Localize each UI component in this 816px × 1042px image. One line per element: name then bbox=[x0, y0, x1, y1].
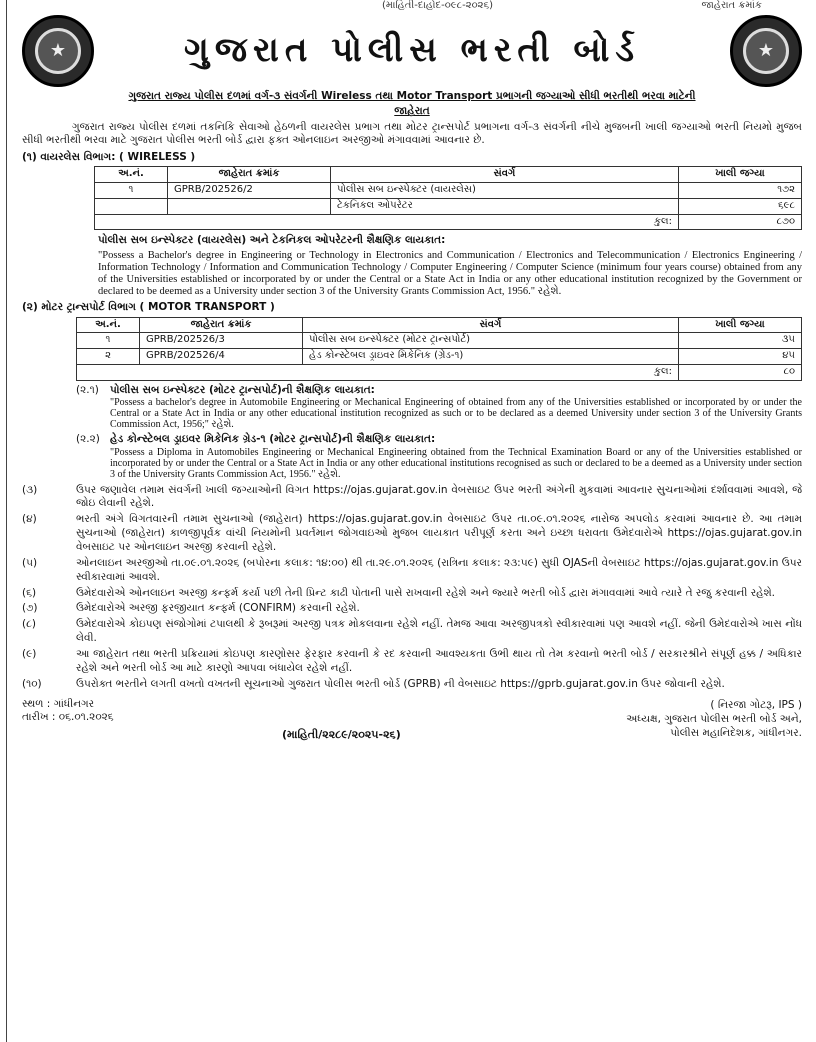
subsection-qualification-text: "Possess a bachelor's degree in Automobile Engineering or Mechanical Engineering of obtained from any of the Universities established or incorporated by or under the Central or a State Act in India or any other educational institution recognized as such or to be declared as a deemed University under section 3 of the University Grants Commission Act, 1956;" રહેશે. bbox=[110, 397, 802, 431]
cell-advt: GPRB/202526/4 bbox=[140, 349, 303, 365]
wireless-qualification-text: "Possess a Bachelor's degree in Engineering or Technology in Electronics and Communication / Electronics and Telecommunication / Electronics Engineering / Information Technology / Information and Communication Technology / Computer Engineering / Computer Science (minimum four years course) obtained from any of the Universities established or incorporated by or under the Central or a State Act in India or any other educational institution recognized by the Government or declared to be deemed as a University under section 3 of the University Grants Commission Act, 1956." રહેશે. bbox=[98, 249, 802, 297]
top-strip-right: જાહેરાત ક્રમાંક bbox=[701, 0, 762, 11]
list-item bbox=[22, 513, 802, 555]
table-row bbox=[77, 349, 802, 365]
subsection-qualification-text: "Possess a Diploma in Automobiles Engineering or Mechanical Engineering obtained from the Technical Examination Board or any of the Universities established or incorporated by or under the Central or a State Act in India or any other educational institutions recognised as such or declared to be a deemed as a University under section 3 of the University Grants Commission Act, 1956." રહેશે. bbox=[110, 446, 802, 480]
cell-sr bbox=[95, 198, 168, 214]
star-icon: ★ bbox=[743, 28, 789, 74]
item-text: ભરતી અંગે વિગતવારની તમામ સુચનાઓ (જાહેરાત) https://ojas.gujarat.gov.in વેબસાઇટ ઉપર તા.૦૯.૦૧.૨૦૨૬ નારોજ અપલોડ કરવામાં આવનાર છે. આ તમામ સુચનાઓ (જાહેરાત) કાળજીપૂર્વક વાંચી નિયમોની પ્રવર્તમાન જોગવાઇઓ મુજબ લાયકાત પરીપૂર્ણ કરતા અને ઇચ્છા ધરાવતા ઉમેદવારોએ https://ojas.gujarat.gov.in વેબસાઇટ પર ઓનલાઇન અરજી કરવાની રહેશે. bbox=[76, 513, 802, 553]
subtitle: ગુજરાત રાજ્ય પોલીસ દળમાં વર્ગ-૩ સંવર્ગની Wireless તથા Motor Transport પ્રભાગની જગ્યાઓ સીધી ભરતીથી ભરવા માટેની bbox=[128, 90, 696, 102]
item-text: ઓનલાઇન અરજીઓ તા.૦૯.૦૧.૨૦૨૬ (બપોરના કલાક: ૧૪:૦૦) થી તા.૨૯.૦૧.૨૦૨૬ (રાત્રિના કલાક: ૨૩:૫૯) સુધી OJASની વેબસાઇટ https://ojas.gujarat.gov.in ઉપર સ્વીકારવામાં આવશે. bbox=[76, 556, 802, 583]
cell-vacancy: ૪૫ bbox=[679, 349, 802, 365]
total-value: ૮૦ bbox=[679, 364, 802, 380]
header bbox=[22, 16, 802, 86]
section-motor-transport-heading: (૨) મોટર ટ્રાન્સપોર્ટ વિભાગ ( MOTOR TRANSPORT ) bbox=[22, 301, 275, 314]
reference-number: (માહિતી/૨૨૮૯/૨૦૨૫-૨૬) bbox=[282, 727, 401, 741]
designation-line-2: પોલીસ મહાનિદેશક, ગાંધીનગર. bbox=[670, 726, 802, 739]
notice-heading: જાહેરાત bbox=[394, 105, 430, 118]
list-item bbox=[22, 602, 802, 616]
item-text: ઉમેદવારોએ અરજી ફરજીયાત કન્ફર્મ (CONFIRM) કરવાની રહેશે. bbox=[76, 602, 360, 615]
list-item bbox=[22, 557, 802, 585]
cell-vacancy: ૬૯૮ bbox=[679, 198, 802, 214]
left-margin-line bbox=[6, 0, 7, 1042]
cell-advt: GPRB/202526/3 bbox=[140, 333, 303, 349]
table-header-row bbox=[95, 167, 802, 183]
list-item bbox=[22, 484, 802, 512]
table-row bbox=[95, 198, 802, 214]
intro-paragraph: ગુજરાત રાજ્ય પોલીસ દળમાં તકનિકિ સેવાઓ હેઠળની વાયરલેસ પ્રભાગ તથા મોટર ટ્રાન્સપોર્ટ પ્રભાગના વર્ગ-૩ સંવર્ગની નીચે મુજબની ખાલી જગ્યાઓ ભરતી નિયમો મુજબ સીધી ભરતીથી ભરવા માટે ગુજરાત પોલીસ ભરતી બોર્ડ દ્વારા ફક્ત ઓનલાઇન અરજીઓ મંગાવવામાં આવનાર છે. bbox=[22, 120, 802, 147]
police-emblem-left bbox=[22, 15, 94, 87]
star-icon: ★ bbox=[35, 28, 81, 74]
subsection-number: (૨.૨) bbox=[76, 433, 100, 446]
board-title: ગુજરાત પોલીસ ભરતી બોર્ડ bbox=[184, 30, 640, 71]
total-label: કુલ: bbox=[95, 214, 679, 230]
date: તારીખ : ૦૬.૦૧.૨૦૨૬ bbox=[22, 711, 114, 724]
total-value: ૮૭૦ bbox=[679, 214, 802, 230]
item-number: (૮) bbox=[22, 618, 36, 631]
subsection-number: (૨.૧) bbox=[76, 383, 99, 396]
subsection-heading: હેડ કોન્સ્ટેબલ ડ્રાઇવર મિકેનિક ગ્રેડ-૧ (મોટર ટ્રાન્સપોર્ટ)ની શૈક્ષણિક લાયકાત: bbox=[110, 433, 436, 446]
wireless-qualification-heading: પોલીસ સબ ઇન્સ્પેક્ટર (વાયરલેસ) અને ટેકનિકલ ઓપરેટરની શૈક્ષણિક લાયકાત: bbox=[98, 234, 446, 247]
designation-line-1: અધ્યક્ષ, ગુજરાત પોલીસ ભરતી બોર્ડ અને, bbox=[626, 712, 802, 725]
place: સ્થળ : ગાંધીનગર bbox=[22, 697, 95, 710]
cell-sr: ૧ bbox=[77, 333, 140, 349]
col-cadre: સંવર્ગ bbox=[331, 167, 679, 183]
list-item bbox=[22, 678, 802, 692]
footer bbox=[22, 698, 802, 741]
col-sr-no: અ.નં. bbox=[95, 167, 168, 183]
col-advt-no: જાહેરાત ક્રમાંક bbox=[168, 167, 331, 183]
item-text: ઉપર જણાવેલ તમામ સંવર્ગની ખાલી જગ્યાઓની વિગત https://ojas.gujarat.gov.in વેબસાઇટ ઉપર ભરતી અંગેની મુકવામાં આવનાર સુચનાઓમાં દર્શાવવામાં આવશે, જે જોઇ લેવાની રહેશે. bbox=[76, 483, 802, 510]
list-item bbox=[22, 648, 802, 676]
cell-sr: ૧ bbox=[95, 182, 168, 198]
col-vacancies: ખાલી જગ્યા bbox=[679, 317, 802, 333]
item-number: (૯) bbox=[22, 648, 37, 661]
list-item bbox=[22, 587, 802, 601]
item-number: (૩) bbox=[22, 483, 38, 496]
place-date-block bbox=[22, 698, 114, 741]
table-row bbox=[95, 182, 802, 198]
cell-cadre: હેડ કોન્સ્ટેબલ ડ્રાઇવર મિકેનિક (ગ્રેડ-૧) bbox=[303, 349, 679, 365]
total-label: કુલ: bbox=[77, 364, 679, 380]
cell-advt: GPRB/202526/2 bbox=[168, 182, 331, 198]
col-sr-no: અ.નં. bbox=[77, 317, 140, 333]
col-advt-no: જાહેરાત ક્રમાંક bbox=[140, 317, 303, 333]
item-number: (૧૦) bbox=[22, 677, 42, 690]
item-number: (૫) bbox=[22, 556, 38, 569]
item-text: આ જાહેરાત તથા ભરતી પ્રક્રિયામાં કોઇપણ કારણોસર ફેરફાર કરવાની કે રદ કરવાની આવશ્યકતા ઉભી થાય તો તેમ કરવાનો ભરતી બોર્ડ / સરકારશ્રીને સંપૂર્ણ હક્ક / અધિકાર રહેશે અને ભરતી બોર્ડ આ માટે કારણો આપવા બંધાયેલ રહેશે નહીં. bbox=[76, 648, 802, 674]
cell-advt bbox=[168, 198, 331, 214]
cell-cadre: ટેકનિકલ ઓપરેટર bbox=[331, 198, 679, 214]
item-text: ઉમેદવારોએ કોઇપણ સંજોગોમાં ટપાલથી કે રૂબરૂમાં અરજી પત્રક મોકલવાના રહેશે નહીં. તેમજ આવા અરજીપત્રકો સ્વીકારવામાં પણ આવશે નહીં. જેની ઉમેદવારોએ ખાસ નોંધ લેવી. bbox=[76, 618, 802, 645]
wireless-table bbox=[94, 166, 802, 230]
item-number: (૬) bbox=[22, 586, 37, 599]
signature-block bbox=[626, 698, 802, 741]
police-emblem-right bbox=[730, 15, 802, 87]
item-text: ઉપરોક્ત ભરતીને લગતી વખતો વખતની સૂચનાઓ ગુજરાત પોલીસ ભરતી બોર્ડ (GPRB) ની વેબસાઇટ https://gprb.gujarat.gov.in ઉપર જોવાની રહેશે. bbox=[76, 677, 725, 690]
item-text: ઉમેદવારોએ ઓનલાઇન અરજી કન્ફર્મ કર્યા પછી તેની પ્રિન્ટ કાઢી પોતાની પાસે રાખવાની રહેશે અને જ્યારે ભરતી બોર્ડ દ્વારા મંગાવવામાં આવે ત્યારે તે રજુ કરવાની રહેશે. bbox=[76, 586, 776, 599]
subsection-heading: પોલીસ સબ ઇન્સ્પેક્ટર (મોટર ટ્રાન્સપોર્ટ)ની શૈક્ષણિક લાયકાત: bbox=[110, 383, 375, 396]
subsection-2-1 bbox=[76, 384, 802, 430]
cell-sr: ૨ bbox=[77, 349, 140, 365]
table-total-row bbox=[95, 214, 802, 230]
table-header-row bbox=[77, 317, 802, 333]
cell-vacancy: ૧૭૨ bbox=[679, 182, 802, 198]
table-row bbox=[77, 333, 802, 349]
section-wireless-heading: (૧) વાયરલેસ વિભાગ: ( WIRELESS ) bbox=[22, 150, 196, 163]
top-strip-left: (માહિતી-દાહોદ-૦૯૮-૨૦૨૬) bbox=[382, 0, 494, 11]
instructions-list bbox=[22, 484, 802, 692]
col-vacancies: ખાલી જગ્યા bbox=[679, 167, 802, 183]
col-cadre: સંવર્ગ bbox=[303, 317, 679, 333]
subsection-2-2 bbox=[76, 433, 802, 479]
motor-transport-table bbox=[76, 317, 802, 381]
cell-cadre: પોલીસ સબ ઇન્સ્પેક્ટર (મોટર ટ્રાન્સપોર્ટ) bbox=[303, 333, 679, 349]
item-number: (૪) bbox=[22, 513, 37, 526]
item-number: (૭) bbox=[22, 602, 38, 615]
table-total-row bbox=[77, 364, 802, 380]
cell-vacancy: ૩૫ bbox=[679, 333, 802, 349]
cell-cadre: પોલીસ સબ ઇન્સ્પેક્ટર (વાયરલેસ) bbox=[331, 182, 679, 198]
list-item bbox=[22, 618, 802, 646]
top-strip bbox=[22, 0, 802, 12]
signatory-name: ( નિરજા ગોટરૂ, IPS ) bbox=[710, 698, 802, 711]
